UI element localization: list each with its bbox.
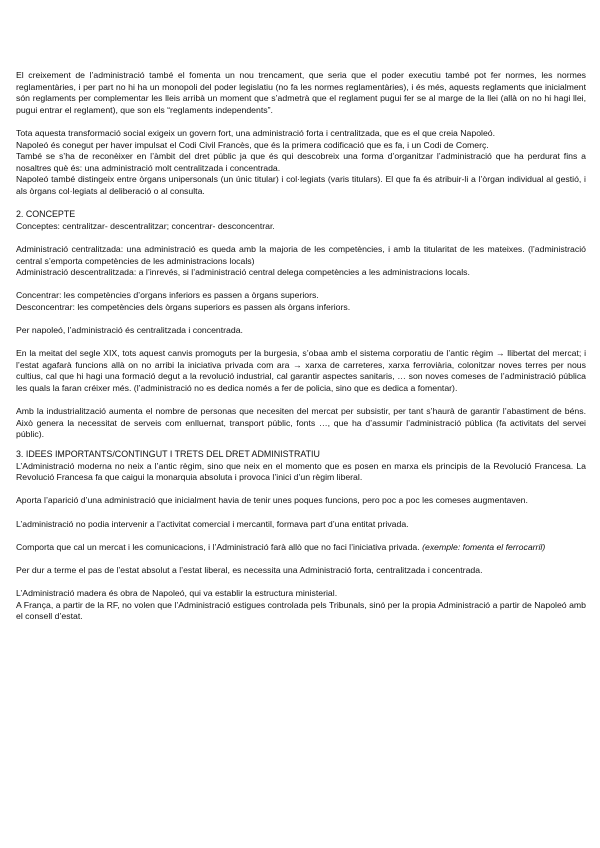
paragraph-nineteenth-century: En la meitat del segle XIX, tots aquest canvis promoguts per la burgesia, s’obaa amb el sistema corporatiu de l’antic règim → llibertat del mercat; i l’estat agafarà funcions allà on no arribi la iniciativa privada com ara → xarxa de carreteres, xarxa ferroviària, colonitzar noves terres per nous cultius, cal que hi hagi una formació degut a la revolució industrial, cal garantir aspectes sanitaris, … son noves comeses de l’administració pública les quals la faran créixer més. (l’administració no es dedica només a fer de policia, sino que es dedica a fomentar). (16, 348, 586, 394)
paragraph-ministerial: L’Administració madera és obra de Napoleó, qui va establir la estructura ministerial. (16, 588, 338, 599)
paragraph-regulations: El creixement de l’administració també el fomenta un nou trencament, que seria que el poder executiu també pot fer normes, les normes reglamentàries, i per part no hi ha un monopoli del poder legislatiu (no fa les normes reglamentàries), i és més, aquests reglaments que inicialment són reglaments per complementar les lleis arribà un moment que s’admetrà que el reglament pugui fer se al marge de la llei (allà on no hi hagi llei, pugui entrar el reglament), que son els “reglaments independents”. (16, 70, 586, 115)
section-heading-concepte: 2. CONCEPTE (16, 209, 76, 220)
paragraph-liberal-state: Per dur a terme el pas de l’estat absolut a l’estat liberal, es necessita una Administració forta, centralitzada i concentrada. (16, 564, 483, 575)
paragraph-napoleon-admin: Per napoleó, l’administració és centralitzada i concentrada. (16, 325, 243, 336)
paragraph-strong-government: Tota aquesta transformació social exigeix un govern fort, una administració forta i centralitzada, que es el que creia Napoleó. (16, 127, 496, 138)
market-text: Comporta que cal un mercat i les comunicacions, i l’Administració farà allò que no faci l’iniciativa privada. (16, 541, 420, 552)
paragraph-deconcentrate: Desconcentrar: les competències dels òrgans superiors es passen als òrgans inferiors. (16, 301, 351, 312)
paragraph-organs: Napoleó també distingeix entre òrgans unipersonals (un únic titular) i col·legiats (varis titulars). El que fa és atribuir-li a l’òrgan individual al gestió, i als òrgans col·legiats al deliberació o al consulta. (16, 174, 586, 196)
document-page (16, 70, 586, 623)
paragraph-council-of-state: A França, a partir de la RF, no volen que l’Administració estigues controlada pels Tribunals, sinó per la propia Administració a partir de Napoleó amb el consell d’estat. (16, 599, 586, 622)
paragraph-functions: Aporta l’aparició d’una administració que inicialment havia de tenir unes poques funcions, pero poc a poc les comeses augmentaven. (16, 495, 528, 506)
paragraph-market (16, 542, 586, 554)
paragraph-civil-code: Napoleó és conegut per haver impulsat el Codi Civil Francès, que és la primera codificació que es fa, i un Codi de Comerç. (16, 139, 489, 150)
paragraph-centralized: Administració centralitzada: una administració es queda amb la majoria de les competències, i amb la titularitat de les mateixes. (l’administració central s’emporta competències de les administracions locals) (16, 243, 586, 266)
paragraph-industrialization: Amb la industrialització aumenta el nombre de personas que necesiten del mercat per subsistir, per tant s’haurà de garantir l’abastiment de béns. Això genera la necessitat de serveis com enlluernat, transport públic, fonts …, que ha d’assumir l’administració pública (fa activitats del servei públic). (16, 406, 586, 440)
paragraph-decentralized: Administració descentralitzada: a l’inrevés, si l’administració central delega competències a les administracions locals. (16, 267, 470, 278)
paragraph-commerce: L’administració no podia intervenir a l’activitat comercial i mercantil, formava part d’una entitat privada. (16, 518, 409, 529)
paragraph-public-law: També se s’ha de reconèixer en l’àmbit del dret públic ja que és qui descobreix una forma d’organitzar l’administració que ha perdurat fins a nosaltres què és: una administració molt centralitzada i concentrada. (16, 151, 586, 173)
paragraph-modern-admin: L’Administració moderna no neix a l’antic règim, sino que neix en el momento que es posen en marxa els principis de la Revolució Francesa. La Revolució Francesa fa que caigui la monarquia absoluta i provoca l’inici d’un règim liberal. (16, 460, 586, 483)
market-example: (exemple: fomenta el ferrocarril) (422, 541, 546, 552)
paragraph-concentrate: Concentrar: les competències d’organs inferiors es passen a òrgans superiors. (16, 290, 319, 301)
paragraph-concepts: Conceptes: centralitzar- descentralitzar; concentrar- desconcentrar. (16, 220, 275, 231)
section-heading-idees: 3. IDEES IMPORTANTS/CONTINGUT I TRETS DEL DRET ADMINISTRATIU (16, 449, 320, 459)
